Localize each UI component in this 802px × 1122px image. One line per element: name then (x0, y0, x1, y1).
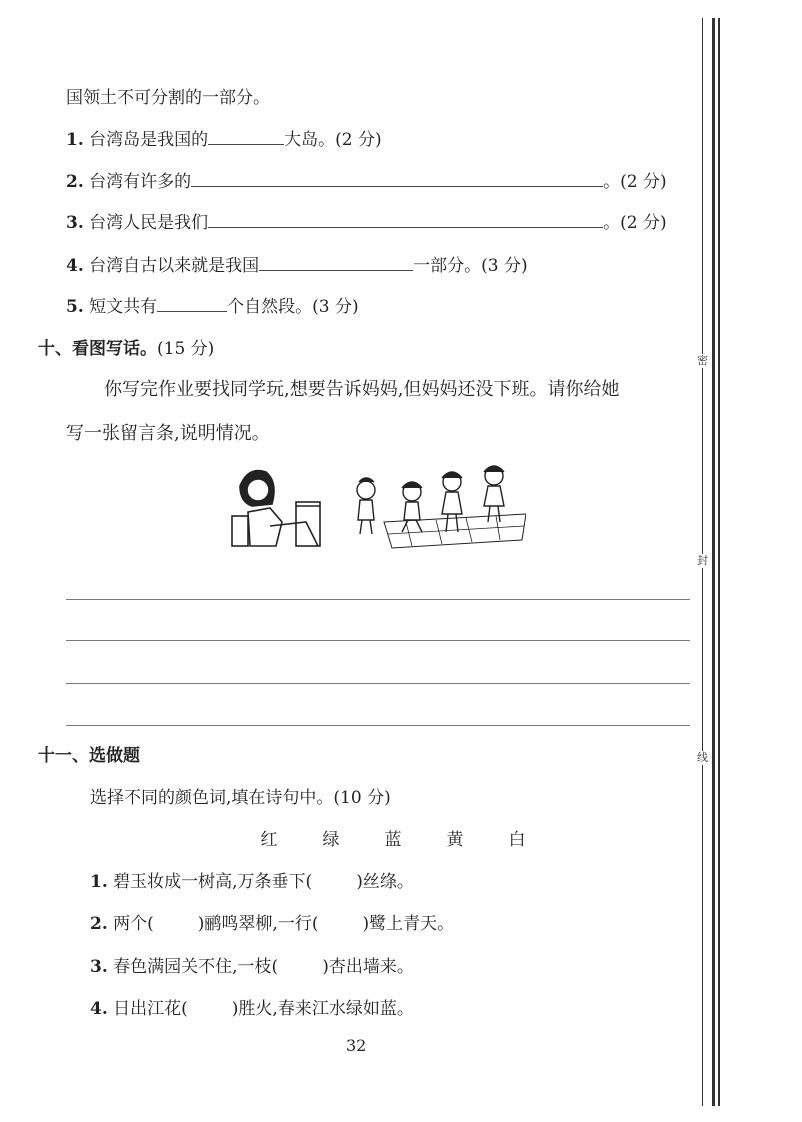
q4-number: 4. (66, 256, 84, 276)
q5-text-after: 个自然段。(3 分) (227, 297, 359, 317)
q3-text-after: 。(2 分) (603, 213, 667, 233)
binding-mark-seal: 密 (697, 354, 708, 367)
writing-line-4[interactable] (66, 725, 690, 726)
question-1 (66, 130, 382, 150)
poem-2-part-b: )鹂鸣翠柳,一行( (197, 914, 319, 934)
color-option-green: 绿 (322, 830, 340, 850)
q2-number: 2. (66, 172, 84, 192)
color-word-options (238, 830, 548, 850)
poem-3-number: 3. (90, 957, 108, 977)
poem-item-2 (90, 914, 454, 934)
section-10-prompt-line1: 你写完作业要找同学玩,想要告诉妈妈,但妈妈还没下班。请你给她 (104, 379, 620, 400)
writing-line-3[interactable] (66, 683, 690, 684)
section-10-score: (15 分) (157, 339, 215, 359)
section-10-heading (38, 339, 214, 359)
page-number: 32 (346, 1036, 367, 1055)
color-option-white: 白 (508, 830, 526, 850)
poem-2-number: 2. (90, 914, 108, 934)
q1-text-before: 台湾岛是我国的 (89, 130, 209, 150)
q5-number: 5. (66, 297, 84, 317)
poem-2-part-c: )鹭上青天。 (362, 914, 455, 934)
children-playing-figures (357, 466, 526, 548)
poem-3-part-a: 春色满园关不住,一枝( (113, 957, 279, 977)
intro-tail: 国领土不可分割的一部分。 (66, 88, 270, 108)
q2-answer-blank[interactable] (191, 172, 603, 187)
poem-2-part-a: 两个( (113, 914, 154, 934)
section-10-title: 十、看图写话。 (38, 339, 157, 359)
q2-text-before: 台湾有许多的 (89, 172, 192, 192)
poem-4-part-a: 日出江花( (113, 999, 188, 1019)
binding-thick-line-2 (718, 18, 720, 1106)
color-option-yellow: 黄 (446, 830, 464, 850)
poem-item-3 (90, 957, 414, 977)
writing-line-1[interactable] (66, 599, 690, 600)
q4-answer-blank[interactable] (259, 256, 413, 271)
question-5 (66, 297, 359, 317)
question-3 (66, 213, 667, 233)
section-11-title: 十一、选做题 (38, 746, 140, 766)
writing-prompt-illustration (226, 462, 526, 552)
section-11-instruction: 选择不同的颜色词,填在诗句中。(10 分) (90, 788, 391, 808)
poem-4-part-b: )胜火,春来江水绿如蓝。 (231, 999, 414, 1019)
poem-item-1 (90, 872, 414, 892)
poem-1-part-a: 碧玉妆成一树高,万条垂下( (113, 872, 313, 892)
poem-item-4 (90, 999, 414, 1019)
writing-line-2[interactable] (66, 640, 690, 641)
binding-mark-close: 封 (697, 554, 708, 567)
poem-1-part-b: )丝绦。 (356, 872, 414, 892)
question-4 (66, 256, 528, 276)
q5-answer-blank[interactable] (157, 297, 227, 312)
q3-number: 3. (66, 213, 84, 233)
q1-text-after: 大岛。(2 分) (284, 130, 382, 150)
poem-1-number: 1. (90, 872, 108, 892)
q2-text-after: 。(2 分) (603, 172, 667, 192)
q1-answer-blank[interactable] (208, 130, 284, 145)
poem-3-part-b: )杏出墙来。 (322, 957, 414, 977)
color-option-red: 红 (260, 830, 278, 850)
child-at-desk-figure (232, 471, 320, 546)
q3-answer-blank[interactable] (208, 213, 603, 228)
question-2 (66, 172, 667, 192)
binding-mark-line: 线 (697, 751, 708, 764)
poem-4-number: 4. (90, 999, 108, 1019)
section-10-prompt-line2: 写一张留言条,说明情况。 (66, 423, 270, 444)
q4-text-before: 台湾自古以来就是我国 (89, 256, 260, 276)
q4-text-after: 一部分。(3 分) (413, 256, 528, 276)
color-option-blue: 蓝 (384, 830, 402, 850)
q3-text-before: 台湾人民是我们 (89, 213, 209, 233)
binding-thick-line-1 (712, 18, 715, 1106)
q5-text-before: 短文共有 (89, 297, 158, 317)
q1-number: 1. (66, 130, 84, 150)
